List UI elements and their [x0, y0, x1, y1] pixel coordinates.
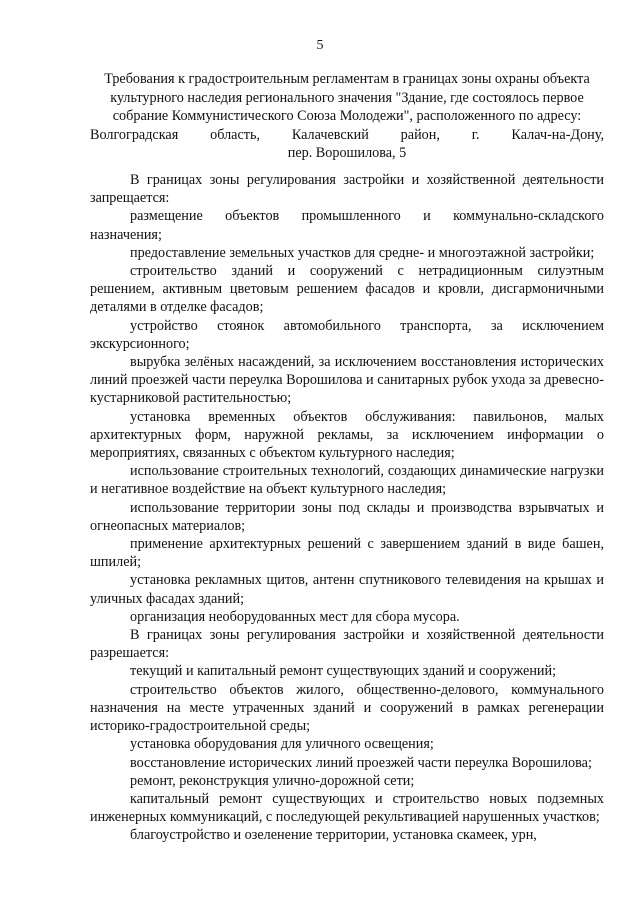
document-body [90, 171, 604, 845]
title-line: Волгоградская область, Калачевский район, г. Калач-на-Дону, [90, 126, 604, 143]
paragraph: установка рекламных щитов, антенн спутникового телевидения на крышах и уличных фасадах зданий; [90, 572, 604, 607]
paragraph: В границах зоны регулирования застройки и хозяйственной деятельности запрещается: [90, 172, 604, 207]
title-line: Требования к градостроительным регламентам в границах зоны охраны объекта [104, 71, 590, 87]
paragraph: вырубка зелёных насаждений, за исключением восстановления исторических линий проезжей части переулка Ворошилова и санитарных рубок ухода за древесно-кустарниковой растительностью; [90, 354, 604, 407]
paragraph: ремонт, реконструкция улично-дорожной сети; [130, 772, 415, 789]
paragraph: благоустройство и озеленение территории, установка скамеек, урн, [130, 827, 537, 844]
document-title [90, 70, 604, 163]
paragraph: установка временных объектов обслуживания: павильонов, малых архитектурных форм, наружной рекламы, за исключением информации о мероприятиях, связанных с объектом культурного наследия; [90, 408, 604, 462]
paragraph: организация необорудованных мест для сбора мусора. [130, 608, 460, 625]
title-line: культурного наследия регионального значения "Здание, где состоялось первое [110, 89, 584, 106]
paragraph: установка оборудования для уличного освещения; [130, 736, 434, 753]
paragraph: применение архитектурных решений с завершением зданий в виде башен, шпилей; [90, 536, 604, 571]
paragraph: использование территории зоны под склады и производства взрывчатых и огнеопасных материалов; [90, 499, 604, 534]
paragraph: текущий и капитальный ремонт существующих зданий и сооружений; [130, 663, 557, 680]
page-number: 5 [316, 38, 324, 53]
paragraph: восстановление исторических линий проезжей части переулка Ворошилова; [130, 754, 592, 771]
paragraph: предоставление земельных участков для средне- и многоэтажной застройки; [130, 244, 595, 261]
paragraph: устройство стоянок автомобильного транспорта, за исключением экскурсионного; [90, 317, 604, 352]
title-line: собрание Коммунистического Союза Молодежи", расположенного по адресу: [112, 108, 582, 124]
paragraph: строительство зданий и сооружений с нетрадиционным силуэтным решением, активным цветовым решением фасадов и кровли, дисгармоничными деталями в отделке фасадов; [90, 263, 604, 316]
paragraph: использование строительных технологий, создающих динамические нагрузки и негативное воздействие на объект культурного наследия; [90, 463, 604, 498]
paragraph: капитальный ремонт существующих и строительство новых подземных инженерных коммуникаций, с последующей рекультивацией нарушенных участков; [90, 790, 604, 826]
title-line: пер. Ворошилова, 5 [287, 145, 407, 161]
paragraph: строительство объектов жилого, общественно-делового, коммунального назначения на месте утраченных зданий и сооружений в рамках регенерации историко-градостроительной среды; [90, 681, 604, 735]
paragraph: размещение объектов промышленного и коммунально-складского назначения; [90, 208, 604, 243]
paragraph: В границах зоны регулирования застройки и хозяйственной деятельности разрешается: [90, 627, 604, 662]
